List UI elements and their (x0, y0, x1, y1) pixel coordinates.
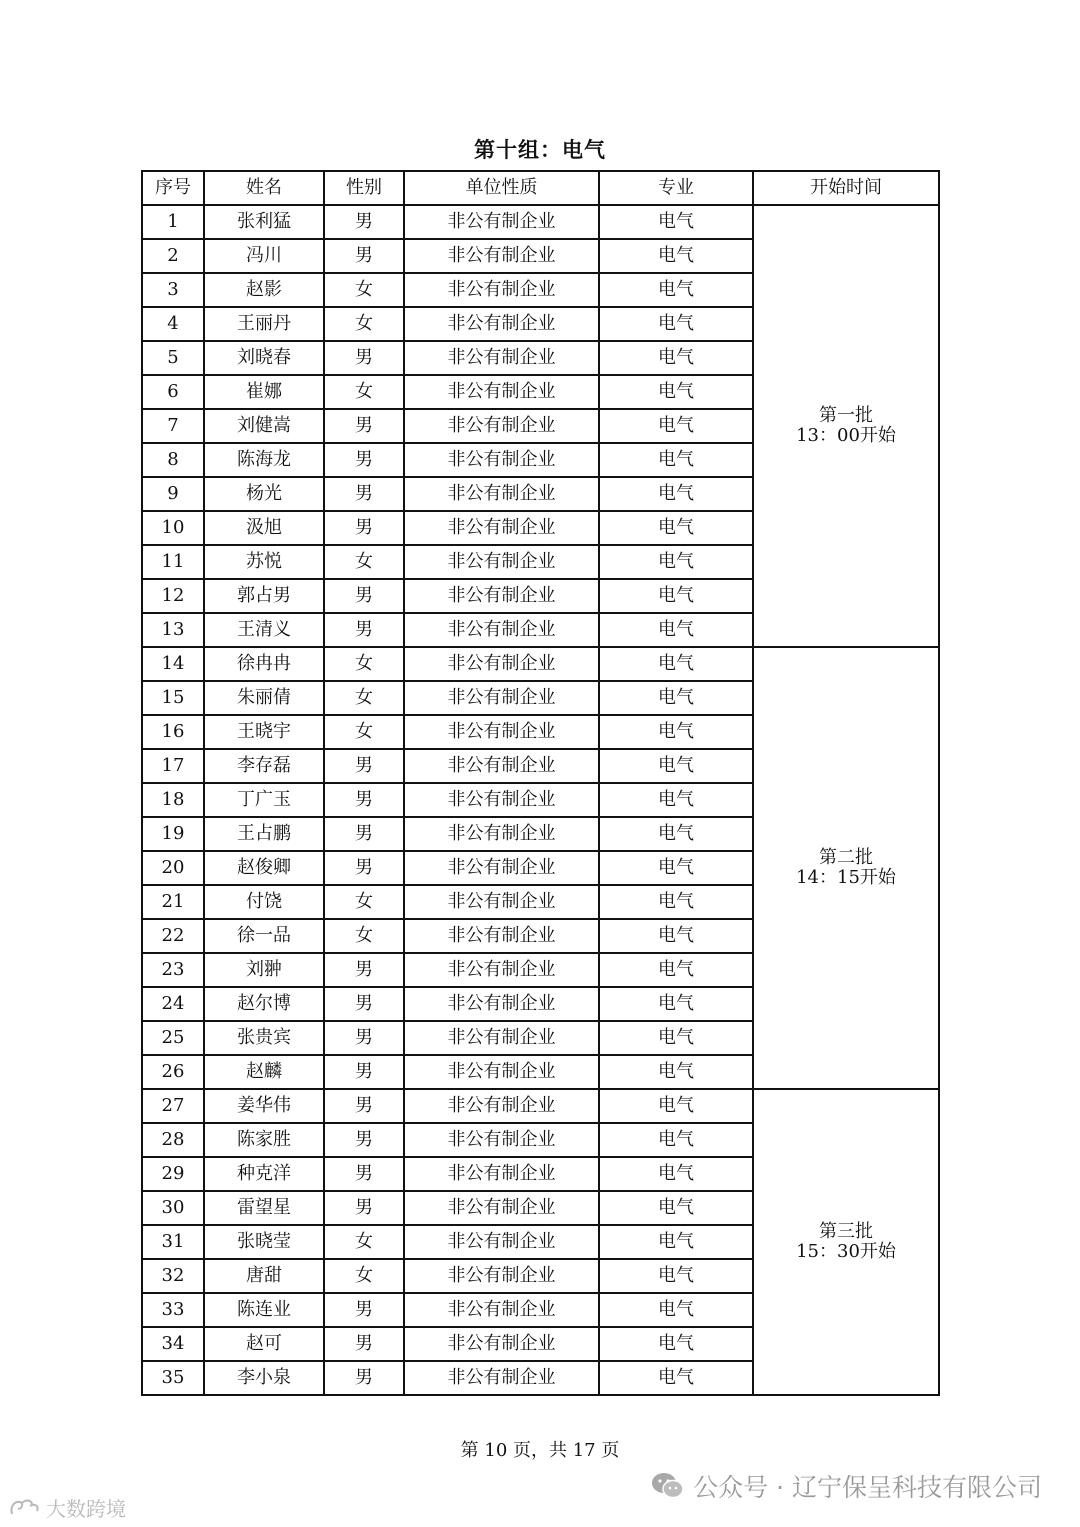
header-major: 专业 (599, 171, 753, 205)
cell-gender: 男 (324, 987, 404, 1021)
cell-major: 电气 (599, 1089, 753, 1123)
cell-name: 冯川 (204, 239, 324, 273)
batch-cell (753, 1089, 939, 1395)
wechat-icon (651, 1471, 685, 1501)
cell-unit-type: 非公有制企业 (404, 511, 599, 545)
cell-index: 9 (142, 477, 204, 511)
corner-watermark-text: 大数跨境 (46, 1497, 126, 1521)
cell-index: 5 (142, 341, 204, 375)
cell-index: 33 (142, 1293, 204, 1327)
cell-gender: 男 (324, 1293, 404, 1327)
cell-index: 30 (142, 1191, 204, 1225)
cell-name: 崔娜 (204, 375, 324, 409)
cell-unit-type: 非公有制企业 (404, 749, 599, 783)
cell-gender: 男 (324, 511, 404, 545)
table-row (142, 647, 939, 681)
cell-major: 电气 (599, 647, 753, 681)
cell-name: 陈海龙 (204, 443, 324, 477)
cell-name: 赵可 (204, 1327, 324, 1361)
cell-index: 22 (142, 919, 204, 953)
cell-gender: 女 (324, 1225, 404, 1259)
cell-unit-type: 非公有制企业 (404, 375, 599, 409)
cell-name: 付饶 (204, 885, 324, 919)
header-index: 序号 (142, 171, 204, 205)
cell-major: 电气 (599, 681, 753, 715)
cell-unit-type: 非公有制企业 (404, 681, 599, 715)
cell-name: 苏悦 (204, 545, 324, 579)
page-footer: 第 10 页，共 17 页 (460, 1440, 620, 1461)
cell-index: 21 (142, 885, 204, 919)
cell-index: 15 (142, 681, 204, 715)
watermark (651, 1468, 1042, 1504)
cell-unit-type: 非公有制企业 (404, 1259, 599, 1293)
cell-unit-type: 非公有制企业 (404, 409, 599, 443)
cell-name: 张贵宾 (204, 1021, 324, 1055)
cell-gender: 男 (324, 953, 404, 987)
table-row (142, 205, 939, 239)
table-row (142, 1089, 939, 1123)
cell-index: 25 (142, 1021, 204, 1055)
cell-major: 电气 (599, 1327, 753, 1361)
cell-name: 李存磊 (204, 749, 324, 783)
batch-cell (753, 647, 939, 1089)
cell-index: 3 (142, 273, 204, 307)
cell-gender: 女 (324, 919, 404, 953)
cell-name: 赵尔博 (204, 987, 324, 1021)
cell-index: 31 (142, 1225, 204, 1259)
header-name: 姓名 (204, 171, 324, 205)
cell-gender: 男 (324, 239, 404, 273)
cell-unit-type: 非公有制企业 (404, 545, 599, 579)
cell-index: 26 (142, 1055, 204, 1089)
cell-unit-type: 非公有制企业 (404, 817, 599, 851)
cell-name: 赵俊卿 (204, 851, 324, 885)
cell-unit-type: 非公有制企业 (404, 1327, 599, 1361)
cell-major: 电气 (599, 1157, 753, 1191)
cell-unit-type: 非公有制企业 (404, 239, 599, 273)
cell-unit-type: 非公有制企业 (404, 205, 599, 239)
cell-index: 19 (142, 817, 204, 851)
cell-name: 张利猛 (204, 205, 324, 239)
cell-name: 刘健嵩 (204, 409, 324, 443)
cell-major: 电气 (599, 851, 753, 885)
cell-name: 赵影 (204, 273, 324, 307)
cell-gender: 男 (324, 443, 404, 477)
cell-gender: 男 (324, 1157, 404, 1191)
cell-gender: 男 (324, 749, 404, 783)
cell-major: 电气 (599, 817, 753, 851)
cell-unit-type: 非公有制企业 (404, 1021, 599, 1055)
cell-unit-type: 非公有制企业 (404, 783, 599, 817)
cell-major: 电气 (599, 1293, 753, 1327)
cell-major: 电气 (599, 613, 753, 647)
cell-major: 电气 (599, 239, 753, 273)
cell-major: 电气 (599, 715, 753, 749)
watermark-text: 公众号 · 辽宁保呈科技有限公司 (693, 1473, 1042, 1502)
cell-index: 24 (142, 987, 204, 1021)
cell-gender: 男 (324, 851, 404, 885)
cell-name: 姜华伟 (204, 1089, 324, 1123)
cell-index: 12 (142, 579, 204, 613)
cell-unit-type: 非公有制企业 (404, 443, 599, 477)
cell-name: 杨光 (204, 477, 324, 511)
cell-unit-type: 非公有制企业 (404, 1089, 599, 1123)
cell-unit-type: 非公有制企业 (404, 919, 599, 953)
batch-start-time: 14：15开始 (796, 867, 896, 888)
cell-name: 王清义 (204, 613, 324, 647)
cell-index: 34 (142, 1327, 204, 1361)
cell-index: 32 (142, 1259, 204, 1293)
cell-unit-type: 非公有制企业 (404, 987, 599, 1021)
cell-major: 电气 (599, 1123, 753, 1157)
cell-gender: 女 (324, 307, 404, 341)
cell-index: 10 (142, 511, 204, 545)
cell-name: 刘晓春 (204, 341, 324, 375)
cell-unit-type: 非公有制企业 (404, 953, 599, 987)
header-unit-type: 单位性质 (404, 171, 599, 205)
batch-cell (753, 205, 939, 647)
cell-major: 电气 (599, 477, 753, 511)
batch-label: 第三批 (819, 1221, 873, 1242)
cell-major: 电气 (599, 1225, 753, 1259)
cell-major: 电气 (599, 409, 753, 443)
cell-index: 7 (142, 409, 204, 443)
batch-start-time: 13：00开始 (796, 425, 896, 446)
cell-index: 18 (142, 783, 204, 817)
cell-major: 电气 (599, 953, 753, 987)
cell-name: 王晓宇 (204, 715, 324, 749)
cell-name: 郭占男 (204, 579, 324, 613)
cell-unit-type: 非公有制企业 (404, 647, 599, 681)
cell-index: 13 (142, 613, 204, 647)
header-gender: 性别 (324, 171, 404, 205)
cell-gender: 男 (324, 1361, 404, 1395)
cell-unit-type: 非公有制企业 (404, 579, 599, 613)
cell-unit-type: 非公有制企业 (404, 273, 599, 307)
cell-gender: 男 (324, 1123, 404, 1157)
cell-gender: 男 (324, 1055, 404, 1089)
cell-name: 刘翀 (204, 953, 324, 987)
cell-name: 赵麟 (204, 1055, 324, 1089)
cell-unit-type: 非公有制企业 (404, 1191, 599, 1225)
cell-major: 电气 (599, 1259, 753, 1293)
cell-major: 电气 (599, 511, 753, 545)
cell-major: 电气 (599, 1361, 753, 1395)
cell-name: 徐一品 (204, 919, 324, 953)
cell-gender: 男 (324, 409, 404, 443)
cell-name: 徐冉冉 (204, 647, 324, 681)
cell-index: 2 (142, 239, 204, 273)
cell-gender: 男 (324, 783, 404, 817)
cell-name: 丁广玉 (204, 783, 324, 817)
cell-unit-type: 非公有制企业 (404, 885, 599, 919)
header-row (142, 171, 939, 205)
cell-major: 电气 (599, 307, 753, 341)
cell-unit-type: 非公有制企业 (404, 1225, 599, 1259)
cell-name: 汲旭 (204, 511, 324, 545)
cell-unit-type: 非公有制企业 (404, 1361, 599, 1395)
cell-name: 陈家胜 (204, 1123, 324, 1157)
cell-gender: 女 (324, 681, 404, 715)
cell-major: 电气 (599, 783, 753, 817)
cell-name: 王丽丹 (204, 307, 324, 341)
cell-name: 张晓莹 (204, 1225, 324, 1259)
cell-major: 电气 (599, 273, 753, 307)
cell-major: 电气 (599, 579, 753, 613)
cell-index: 35 (142, 1361, 204, 1395)
cell-major: 电气 (599, 205, 753, 239)
cell-gender: 男 (324, 1327, 404, 1361)
cell-unit-type: 非公有制企业 (404, 1123, 599, 1157)
cell-gender: 女 (324, 545, 404, 579)
cell-major: 电气 (599, 375, 753, 409)
cell-unit-type: 非公有制企业 (404, 851, 599, 885)
cell-name: 种克洋 (204, 1157, 324, 1191)
cell-index: 17 (142, 749, 204, 783)
cell-index: 16 (142, 715, 204, 749)
cell-index: 1 (142, 205, 204, 239)
cell-gender: 男 (324, 477, 404, 511)
cell-gender: 男 (324, 341, 404, 375)
cell-unit-type: 非公有制企业 (404, 307, 599, 341)
cell-index: 29 (142, 1157, 204, 1191)
cell-name: 雷望星 (204, 1191, 324, 1225)
cell-index: 27 (142, 1089, 204, 1123)
table-title: 第十组：电气 (474, 137, 606, 162)
cell-unit-type: 非公有制企业 (404, 613, 599, 647)
cell-gender: 男 (324, 817, 404, 851)
cell-unit-type: 非公有制企业 (404, 341, 599, 375)
cell-index: 20 (142, 851, 204, 885)
cell-gender: 男 (324, 1089, 404, 1123)
cell-index: 6 (142, 375, 204, 409)
cell-gender: 女 (324, 647, 404, 681)
cell-major: 电气 (599, 1021, 753, 1055)
roster-body (142, 205, 939, 1395)
cell-major: 电气 (599, 1055, 753, 1089)
roster-table (141, 170, 940, 1396)
cell-major: 电气 (599, 919, 753, 953)
cell-gender: 女 (324, 715, 404, 749)
cell-unit-type: 非公有制企业 (404, 715, 599, 749)
cell-name: 李小泉 (204, 1361, 324, 1395)
cell-major: 电气 (599, 987, 753, 1021)
cell-gender: 男 (324, 1191, 404, 1225)
cell-name: 唐甜 (204, 1259, 324, 1293)
cell-gender: 女 (324, 885, 404, 919)
cell-gender: 男 (324, 579, 404, 613)
cell-gender: 男 (324, 1021, 404, 1055)
logo-icon (8, 1497, 42, 1519)
cell-major: 电气 (599, 341, 753, 375)
batch-start-time: 15：30开始 (796, 1241, 896, 1262)
cell-major: 电气 (599, 1191, 753, 1225)
cell-major: 电气 (599, 545, 753, 579)
cell-major: 电气 (599, 885, 753, 919)
cell-index: 23 (142, 953, 204, 987)
cell-major: 电气 (599, 443, 753, 477)
cell-gender: 男 (324, 613, 404, 647)
batch-label: 第二批 (819, 847, 873, 868)
cell-index: 4 (142, 307, 204, 341)
cell-gender: 女 (324, 1259, 404, 1293)
header-start-time: 开始时间 (753, 171, 939, 205)
cell-name: 陈连业 (204, 1293, 324, 1327)
cell-index: 11 (142, 545, 204, 579)
cell-index: 8 (142, 443, 204, 477)
cell-index: 28 (142, 1123, 204, 1157)
cell-name: 王占鹏 (204, 817, 324, 851)
cell-gender: 女 (324, 273, 404, 307)
cell-unit-type: 非公有制企业 (404, 1157, 599, 1191)
cell-gender: 男 (324, 205, 404, 239)
cell-major: 电气 (599, 749, 753, 783)
cell-unit-type: 非公有制企业 (404, 477, 599, 511)
cell-unit-type: 非公有制企业 (404, 1293, 599, 1327)
batch-label: 第一批 (819, 405, 873, 426)
cell-name: 朱丽倩 (204, 681, 324, 715)
cell-gender: 女 (324, 375, 404, 409)
corner-watermark (8, 1493, 126, 1522)
cell-unit-type: 非公有制企业 (404, 1055, 599, 1089)
cell-index: 14 (142, 647, 204, 681)
